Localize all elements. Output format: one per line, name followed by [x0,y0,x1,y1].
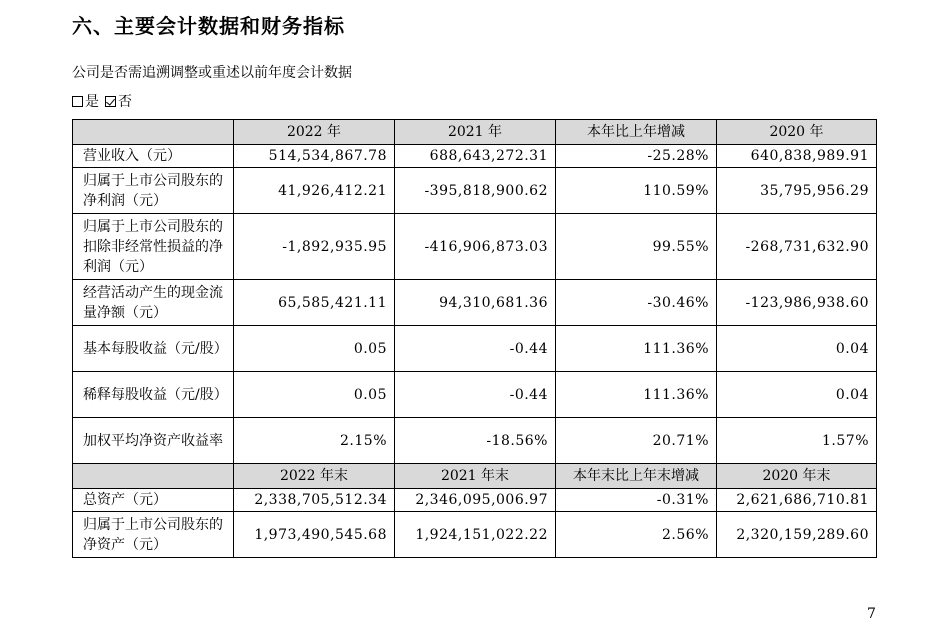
table-cell: 1,924,151,022.22 [395,512,556,558]
table-row [73,280,877,326]
table-cell: 41,926,412.21 [234,168,395,214]
table-cell: 514,534,867.78 [234,145,395,168]
table-cell: -1,892,935.95 [234,214,395,280]
table-cell: -0.44 [395,326,556,372]
row-label: 总资产（元） [73,489,234,512]
row-label: 加权平均净资产收益率 [73,418,234,464]
table-cell: 111.36% [556,326,717,372]
page-number: 7 [867,606,876,622]
table-row [73,372,877,418]
column-header: 2021 年 [395,120,556,145]
table-cell: -416,906,873.03 [395,214,556,280]
column-header: 本年末比上年末增减 [556,464,717,489]
section-title: 六、主要会计数据和财务指标 [72,14,345,38]
table-header-row [73,464,877,489]
table-cell: -123,986,938.60 [717,280,877,326]
table-row [73,489,877,512]
table-row [73,326,877,372]
row-label: 归属于上市公司股东的净资产（元） [73,512,234,558]
checkbox-icon[interactable] [72,96,83,107]
checked-checkbox-icon[interactable] [105,96,116,107]
table-row [73,168,877,214]
column-header [73,120,234,145]
table-cell: 640,838,989.91 [717,145,877,168]
column-header [73,464,234,489]
table-cell: -18.56% [395,418,556,464]
table-header-row [73,120,877,145]
row-label: 稀释每股收益（元/股） [73,372,234,418]
column-header: 2022 年 [234,120,395,145]
row-label: 基本每股收益（元/股） [73,326,234,372]
restatement-question: 公司是否需追溯调整或重述以前年度会计数据 [72,65,352,81]
table-cell: 2,338,705,512.34 [234,489,395,512]
table-cell: 1.57% [717,418,877,464]
row-label: 归属于上市公司股东的扣除非经常性损益的净利润（元） [73,214,234,280]
table-cell: 20.71% [556,418,717,464]
table-cell: -268,731,632.90 [717,214,877,280]
table-row [73,512,877,558]
table-cell: 2,346,095,006.97 [395,489,556,512]
table-row [73,145,877,168]
table-cell: -0.31% [556,489,717,512]
table-cell: 688,643,272.31 [395,145,556,168]
choice-no-label: 否 [118,94,132,110]
column-header: 2022 年末 [234,464,395,489]
table-cell: 2,621,686,710.81 [717,489,877,512]
column-header: 2021 年末 [395,464,556,489]
table-cell: 0.05 [234,326,395,372]
table-cell: 2.15% [234,418,395,464]
table-cell: -30.46% [556,280,717,326]
choice-yes-label: 是 [85,94,99,110]
column-header: 2020 年末 [717,464,877,489]
table-cell: 0.05 [234,372,395,418]
financial-indicators-table [72,119,877,558]
table-cell: 35,795,956.29 [717,168,877,214]
column-header: 2020 年 [717,120,877,145]
choice-no[interactable] [105,91,132,111]
row-label: 营业收入（元） [73,145,234,168]
table-cell: 99.55% [556,214,717,280]
table-cell: 110.59% [556,168,717,214]
table-cell: -25.28% [556,145,717,168]
table-row [73,418,877,464]
table-cell: 111.36% [556,372,717,418]
table-cell: 0.04 [717,372,877,418]
choice-yes[interactable] [72,91,99,111]
table-cell: 1,973,490,545.68 [234,512,395,558]
table-cell: -395,818,900.62 [395,168,556,214]
row-label: 经营活动产生的现金流量净额（元） [73,280,234,326]
table-cell: 2.56% [556,512,717,558]
table-cell: 94,310,681.36 [395,280,556,326]
restatement-choices [72,91,132,111]
row-label: 归属于上市公司股东的净利润（元） [73,168,234,214]
table-row [73,214,877,280]
column-header: 本年比上年增减 [556,120,717,145]
table-cell: 0.04 [717,326,877,372]
table-cell: -0.44 [395,372,556,418]
table-cell: 65,585,421.11 [234,280,395,326]
table-cell: 2,320,159,289.60 [717,512,877,558]
